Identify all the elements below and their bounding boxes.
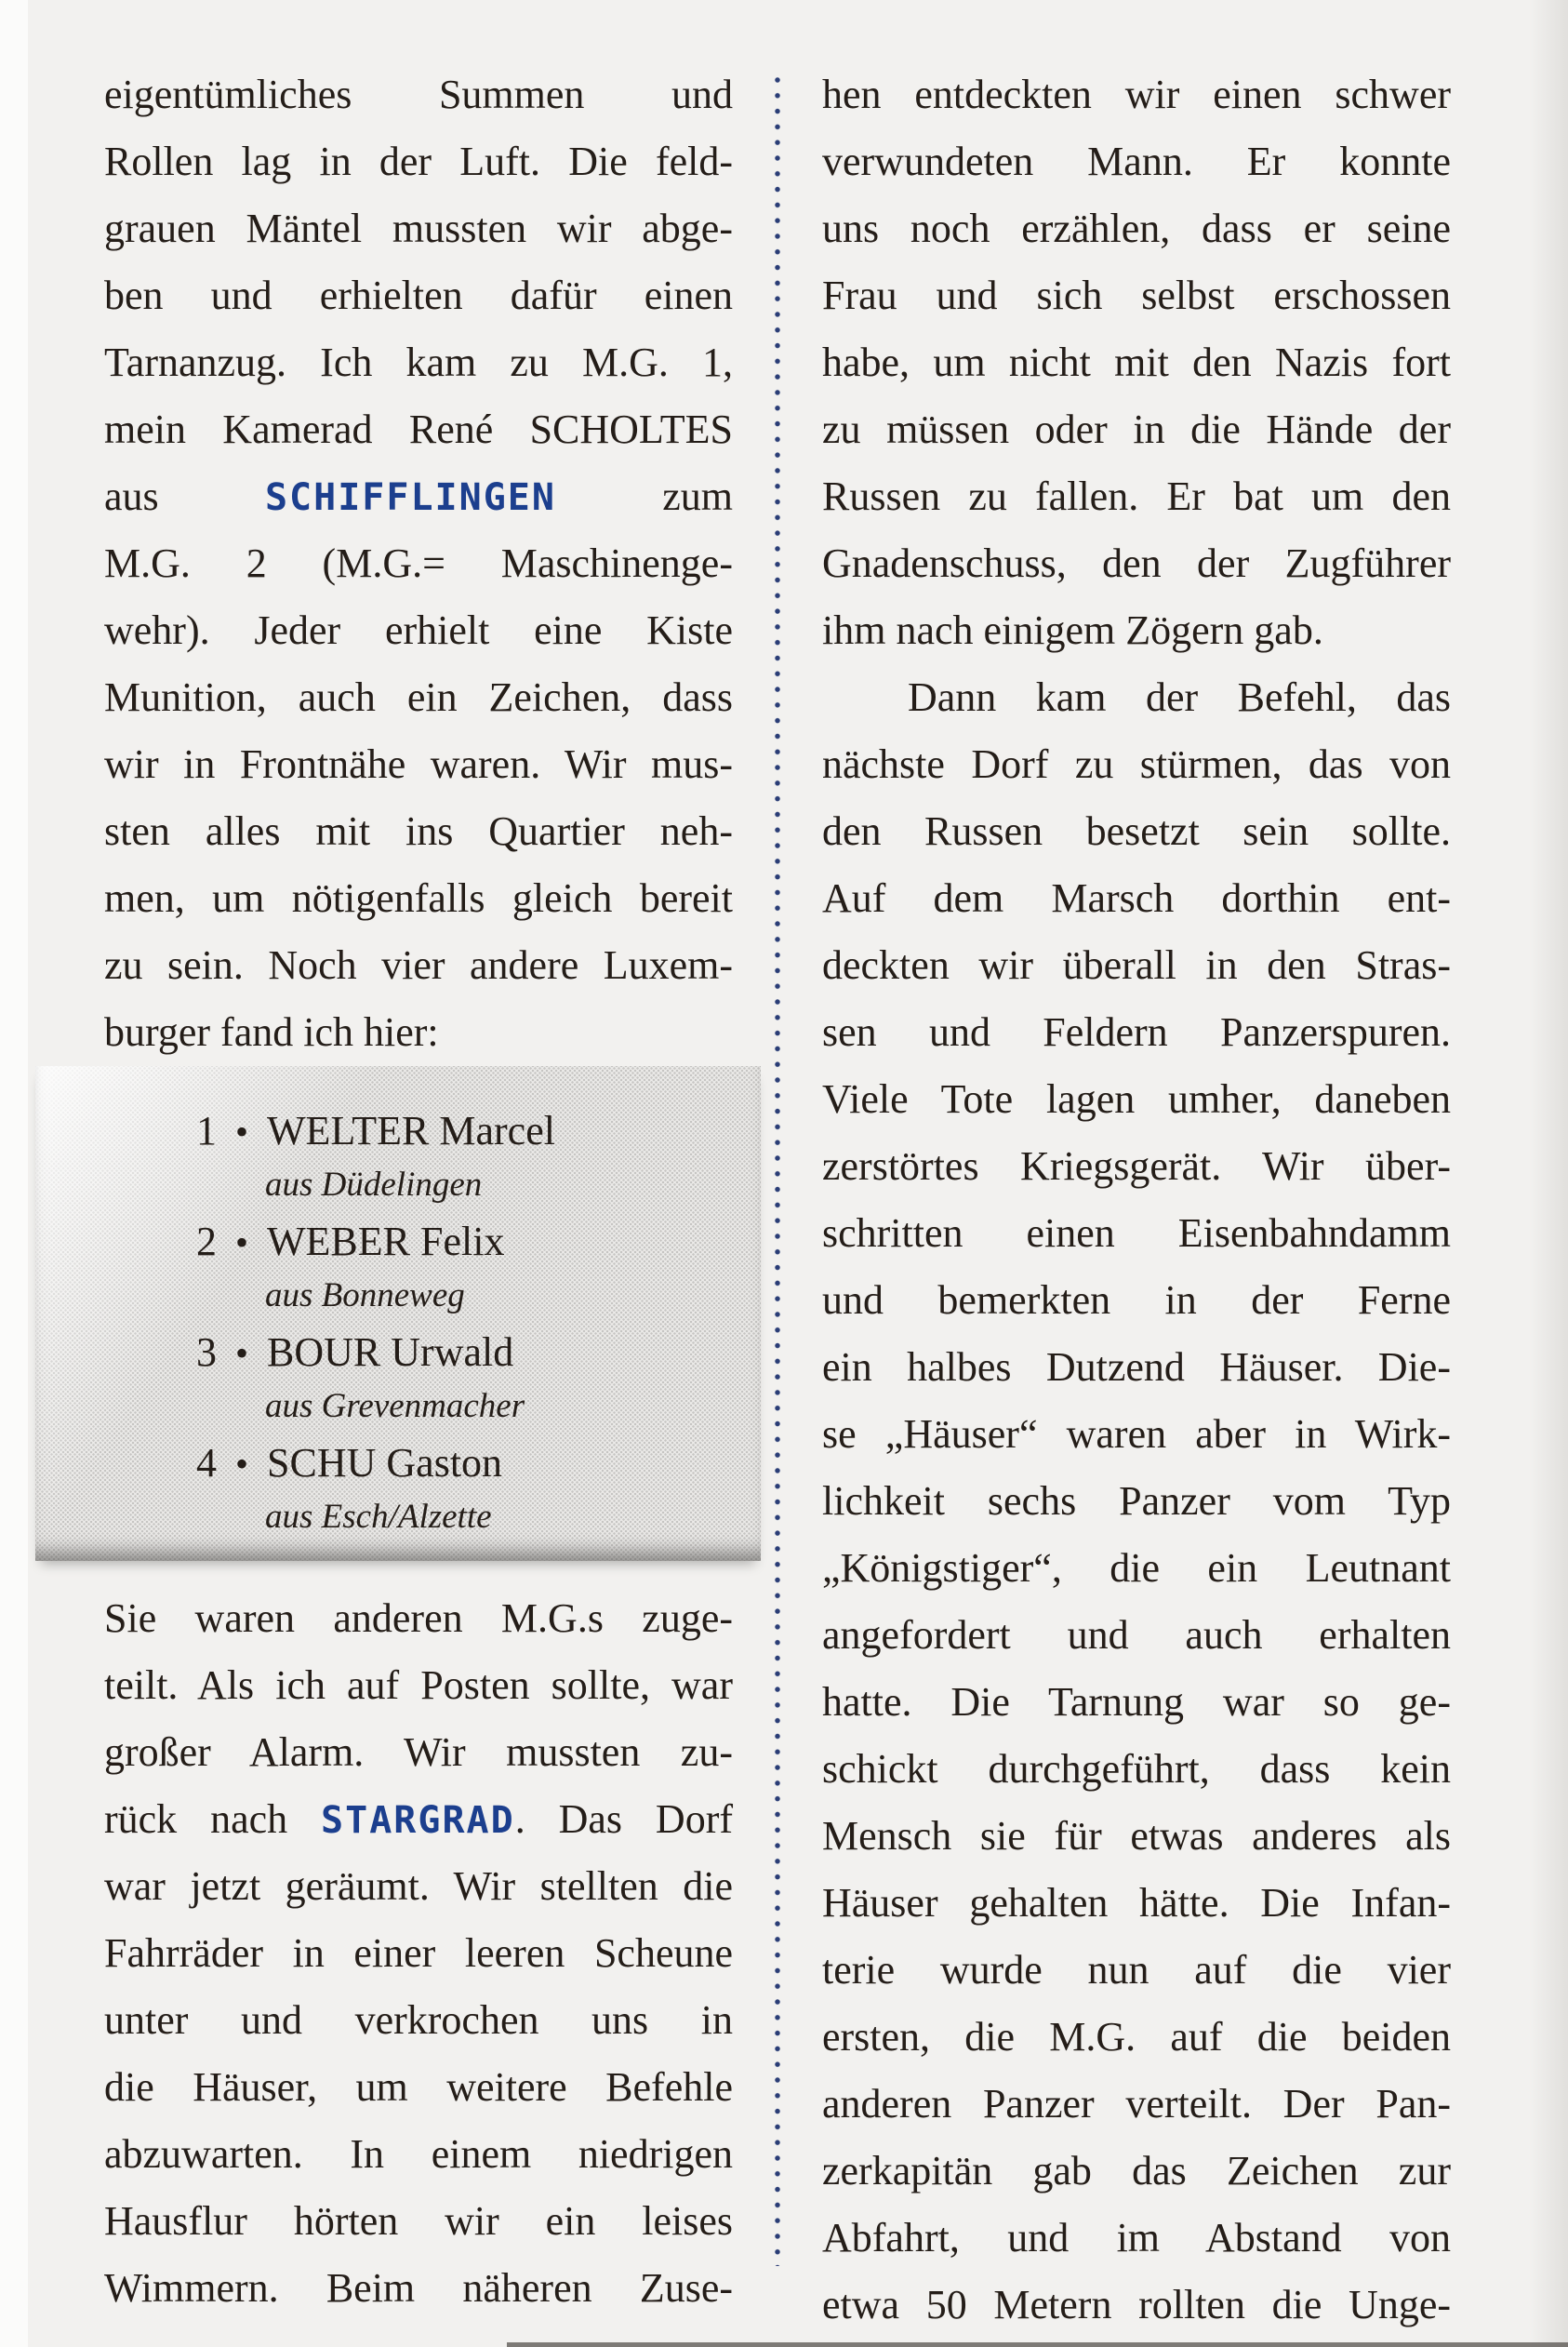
left-text-segment-4 xyxy=(104,1853,733,2322)
text-line: schritten einen Eisenbahndamm xyxy=(822,1210,1451,1256)
text-line: sten alles mit ins Quartier neh- xyxy=(104,808,733,854)
text-line: „Königstiger“, die ein Leutnant xyxy=(822,1545,1451,1591)
roster-entry xyxy=(191,1325,761,1431)
text-line: mein Kamerad René SCHOLTES xyxy=(104,407,733,452)
text-line: großer Alarm. Wir mussten zu- xyxy=(104,1729,733,1775)
text-line: grauen Mäntel mussten wir abge- xyxy=(104,206,733,251)
text-line: zerkapitän gab das Zeichen zur xyxy=(822,2148,1451,2194)
text-span: . Das Dorf xyxy=(514,1796,733,1842)
left-text-segment-3 xyxy=(104,1585,733,1786)
roster-box xyxy=(35,1066,761,1561)
text-line: schickt durchgeführt, dass kein xyxy=(822,1746,1451,1792)
text-line: ein halbes Dutzend Häuser. Die- xyxy=(822,1344,1451,1390)
text-line: ben und erhielten dafür einen xyxy=(104,273,733,318)
bullet-icon: • xyxy=(235,1111,249,1153)
text-line: ihm nach einigem Zögern gab. xyxy=(822,607,1323,653)
text-line: terie wurde nun auf die vier xyxy=(822,1947,1451,1993)
highlight-schifflingen: SCHIFFLINGEN xyxy=(264,476,556,519)
text-line: Frau und sich selbst erschossen xyxy=(822,273,1451,318)
text-line: die Häuser, um weitere Befehle xyxy=(104,2064,733,2110)
text-line: se „Häuser“ waren aber in Wirk- xyxy=(822,1411,1451,1457)
roster-number: 4 xyxy=(196,1440,217,1486)
text-line: wir in Frontnähe waren. Wir mus- xyxy=(104,741,733,787)
text-line: etwa 50 Metern rollten die Unge- xyxy=(822,2282,1451,2327)
text-line: und bemerkten in der Ferne xyxy=(822,1277,1451,1323)
text-span: rück nach xyxy=(104,1796,288,1842)
text-line: Mensch sie für etwas anderes als xyxy=(822,1813,1451,1859)
roster-origin: aus Düdelingen xyxy=(265,1166,483,1204)
text-line: verwundeten Mann. Er konnte xyxy=(822,139,1451,184)
text-line: burger fand ich hier: xyxy=(104,1009,439,1055)
roster-origin: aus Esch/Alzette xyxy=(265,1498,492,1536)
text-line: abzuwarten. In einem niedrigen xyxy=(104,2131,733,2177)
text-line: men, um nötigenfalls gleich bereit xyxy=(104,875,733,921)
text-line: ersten, die M.G. auf die beiden xyxy=(822,2014,1451,2060)
left-text-segment-1 xyxy=(104,61,733,463)
left-text-segment-2 xyxy=(104,530,733,1066)
text-line-schifflingen xyxy=(104,463,733,530)
roster-name-line xyxy=(191,1103,761,1160)
roster-name: SCHU Gaston xyxy=(267,1440,503,1486)
text-line: Viele Tote lagen umher, daneben xyxy=(822,1076,1451,1122)
text-line: zu müssen oder in die Hände der xyxy=(822,407,1451,452)
text-span: aus xyxy=(104,473,159,519)
text-line: war jetzt geräumt. Wir stellten die xyxy=(104,1863,733,1909)
right-column xyxy=(822,61,1451,2339)
text-line: M.G. 2 (M.G.= Maschinenge- xyxy=(104,540,733,586)
text-line: Russen zu fallen. Er bat um den xyxy=(822,473,1451,519)
roster-origin: aus Grevenmacher xyxy=(265,1387,525,1425)
text-line: hatte. Die Tarnung war so ge- xyxy=(822,1679,1451,1725)
scan-edge-left xyxy=(0,0,28,2347)
left-column xyxy=(104,61,733,2322)
text-line: nächste Dorf zu stürmen, das von xyxy=(822,741,1451,787)
text-line: Dann kam der Befehl, das xyxy=(908,674,1451,720)
text-span: zum xyxy=(662,473,733,519)
roster-entry xyxy=(191,1103,761,1209)
text-line-stargrad xyxy=(104,1786,733,1853)
roster-name-line xyxy=(191,1435,761,1492)
text-line: unter und verkrochen uns in xyxy=(104,1997,733,2043)
bullet-icon: • xyxy=(235,1221,249,1263)
text-line: Wimmern. Beim näheren Zuse- xyxy=(104,2265,733,2311)
text-line: Hausflur hörten wir ein leises xyxy=(104,2198,733,2244)
text-line: Auf dem Marsch dorthin ent- xyxy=(822,875,1451,921)
text-line: Tarnanzug. Ich kam zu M.G. 1, xyxy=(104,340,733,385)
text-line: teilt. Als ich auf Posten sollte, war xyxy=(104,1662,733,1708)
text-line: zerstörtes Kriegsgerät. Wir über- xyxy=(822,1143,1451,1189)
text-line: sen und Feldern Panzerspuren. xyxy=(822,1009,1451,1055)
text-line: anderen Panzer verteilt. Der Pan- xyxy=(822,2081,1451,2127)
text-line: Rollen lag in der Luft. Die feld- xyxy=(104,139,733,184)
roster-name: BOUR Urwald xyxy=(267,1329,514,1375)
scan-edge-right xyxy=(1529,0,1568,2347)
text-line: Fahrräder in einer leeren Scheune xyxy=(104,1930,733,1976)
text-line: Gnadenschuss, den der Zugführer xyxy=(822,540,1451,586)
text-line: wehr). Jeder erhielt eine Kiste xyxy=(104,607,733,653)
text-line: Häuser gehalten hätte. Die Infan- xyxy=(822,1880,1451,1926)
column-divider-dotted xyxy=(775,74,780,2266)
roster-name-line xyxy=(191,1214,761,1271)
highlight-stargrad: STARGRAD xyxy=(321,1799,515,1842)
roster-number: 1 xyxy=(196,1108,217,1153)
text-line: eigentümliches Summen und xyxy=(104,72,733,117)
text-line: lichkeit sechs Panzer vom Typ xyxy=(822,1478,1451,1524)
text-line: hen entdeckten wir einen schwer xyxy=(822,72,1451,117)
bullet-icon: • xyxy=(235,1443,249,1485)
text-line: habe, um nicht mit den Nazis fort xyxy=(822,340,1451,385)
text-line: angefordert und auch erhalten xyxy=(822,1612,1451,1658)
roster-name-line xyxy=(191,1325,761,1381)
text-line: den Russen besetzt sein sollte. xyxy=(822,808,1451,854)
bullet-icon: • xyxy=(235,1332,249,1374)
text-line: zu sein. Noch vier andere Luxem- xyxy=(104,942,733,988)
text-line: uns noch erzählen, dass er seine xyxy=(822,206,1451,251)
roster-number: 2 xyxy=(196,1219,217,1264)
roster-origin: aus Bonneweg xyxy=(265,1276,465,1314)
roster-number: 3 xyxy=(196,1329,217,1375)
text-line: Sie waren anderen M.G.s zuge- xyxy=(104,1595,733,1641)
text-line: Munition, auch ein Zeichen, dass xyxy=(104,674,733,720)
roster-name: WEBER Felix xyxy=(267,1219,505,1264)
text-line: deckten wir überall in den Stras- xyxy=(822,942,1451,988)
roster-name: WELTER Marcel xyxy=(267,1108,555,1153)
scan-edge-bottom xyxy=(507,2342,1568,2347)
text-line: Abfahrt, und im Abstand von xyxy=(822,2215,1451,2260)
roster-entry xyxy=(191,1214,761,1320)
roster-entry xyxy=(191,1435,761,1541)
